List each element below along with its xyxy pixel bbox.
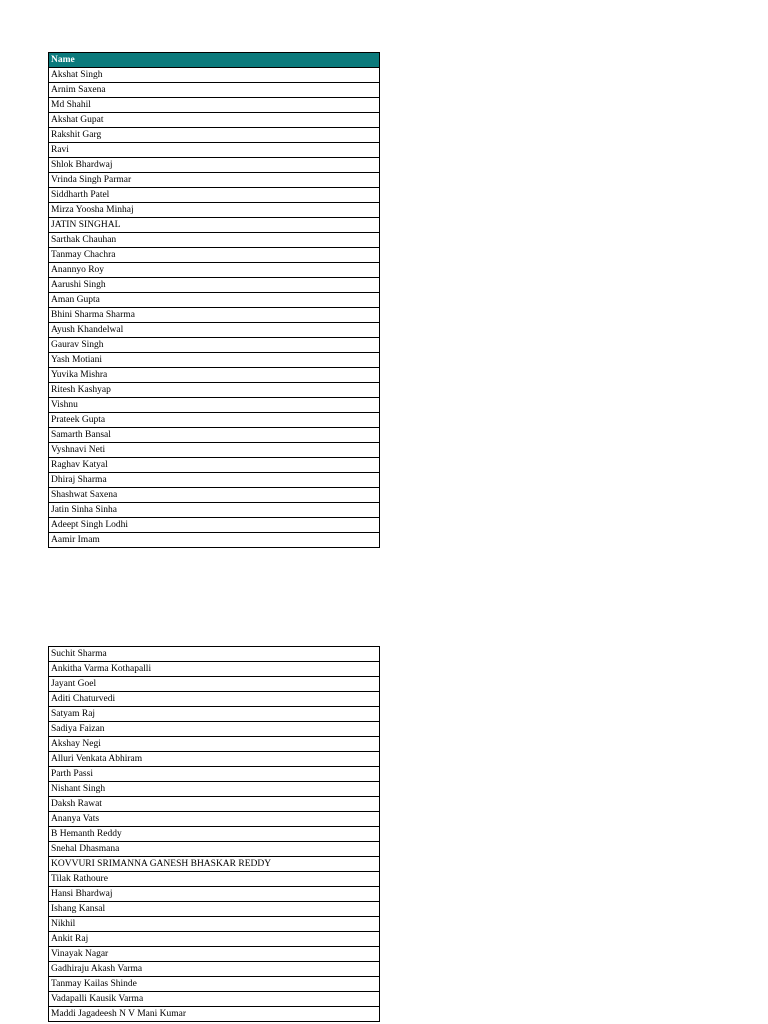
table-row	[49, 233, 380, 248]
name-cell: Parth Passi	[49, 767, 380, 782]
table-row	[49, 488, 380, 503]
table-row	[49, 323, 380, 338]
table-row	[49, 473, 380, 488]
table-row	[49, 872, 380, 887]
name-cell: Tanmay Chachra	[49, 248, 380, 263]
table-row	[49, 158, 380, 173]
names-table-top-body	[49, 68, 380, 548]
name-cell: Samarth Bansal	[49, 428, 380, 443]
table-row	[49, 203, 380, 218]
table-row	[49, 917, 380, 932]
name-cell: Sarthak Chauhan	[49, 233, 380, 248]
table-row	[49, 248, 380, 263]
name-cell: Snehal Dhasmana	[49, 842, 380, 857]
name-cell: Bhini Sharma Sharma	[49, 308, 380, 323]
names-table-top	[48, 52, 380, 548]
table-row	[49, 308, 380, 323]
table-row	[49, 533, 380, 548]
table-row	[49, 992, 380, 1007]
table-row	[49, 113, 380, 128]
names-table-bottom	[48, 646, 380, 1022]
name-cell: Anannyo Roy	[49, 263, 380, 278]
name-cell: Mirza Yoosha Minhaj	[49, 203, 380, 218]
name-cell: Vinayak Nagar	[49, 947, 380, 962]
name-cell: Daksh Rawat	[49, 797, 380, 812]
table-row	[49, 443, 380, 458]
name-cell: Ritesh Kashyap	[49, 383, 380, 398]
table-row	[49, 263, 380, 278]
name-cell: Satyam Raj	[49, 707, 380, 722]
name-cell: Vishnu	[49, 398, 380, 413]
name-cell: KOVVURI SRIMANNA GANESH BHASKAR REDDY	[49, 857, 380, 872]
table-row	[49, 722, 380, 737]
table-row	[49, 707, 380, 722]
table-row	[49, 767, 380, 782]
table-row	[49, 518, 380, 533]
table-row	[49, 662, 380, 677]
table-row	[49, 842, 380, 857]
name-cell: Yash Motiani	[49, 353, 380, 368]
name-cell: Siddharth Patel	[49, 188, 380, 203]
table-row	[49, 173, 380, 188]
table-row	[49, 647, 380, 662]
name-cell: B Hemanth Reddy	[49, 827, 380, 842]
table-row	[49, 692, 380, 707]
name-cell: Gadhiraju Akash Varma	[49, 962, 380, 977]
table-row	[49, 752, 380, 767]
table-row	[49, 962, 380, 977]
table-row	[49, 428, 380, 443]
name-cell: Gaurav Singh	[49, 338, 380, 353]
name-cell: JATIN SINGHAL	[49, 218, 380, 233]
name-cell: Md Shahil	[49, 98, 380, 113]
table-row	[49, 782, 380, 797]
name-column-header: Name	[49, 53, 380, 68]
name-cell: Dhiraj Sharma	[49, 473, 380, 488]
header-row	[49, 53, 380, 68]
name-cell: Adeept Singh Lodhi	[49, 518, 380, 533]
table-row	[49, 902, 380, 917]
table-row	[49, 353, 380, 368]
name-cell: Ankitha Varma Kothapalli	[49, 662, 380, 677]
table-row	[49, 98, 380, 113]
name-cell: Aman Gupta	[49, 293, 380, 308]
table-row	[49, 143, 380, 158]
name-cell: Ankit Raj	[49, 932, 380, 947]
name-cell: Jayant Goel	[49, 677, 380, 692]
name-cell: Vyshnavi Neti	[49, 443, 380, 458]
table-row	[49, 977, 380, 992]
table-row	[49, 368, 380, 383]
name-cell: Sadiya Faizan	[49, 722, 380, 737]
name-cell: Suchit Sharma	[49, 647, 380, 662]
table-row	[49, 218, 380, 233]
table-row	[49, 857, 380, 872]
name-cell: Tanmay Kailas Shinde	[49, 977, 380, 992]
table-row	[49, 812, 380, 827]
table-row	[49, 383, 380, 398]
table-row	[49, 932, 380, 947]
table-row	[49, 278, 380, 293]
table-row	[49, 128, 380, 143]
name-cell: Yuvika Mishra	[49, 368, 380, 383]
table-row	[49, 797, 380, 812]
name-cell: Nishant Singh	[49, 782, 380, 797]
name-cell: Ishang Kansal	[49, 902, 380, 917]
name-cell: Rakshit Garg	[49, 128, 380, 143]
name-cell: Shlok Bhardwaj	[49, 158, 380, 173]
name-cell: Vrinda Singh Parmar	[49, 173, 380, 188]
name-cell: Aditi Chaturvedi	[49, 692, 380, 707]
table-row	[49, 503, 380, 518]
table-row	[49, 677, 380, 692]
table-row	[49, 737, 380, 752]
name-cell: Shashwat Saxena	[49, 488, 380, 503]
name-cell: Nikhil	[49, 917, 380, 932]
table-row	[49, 83, 380, 98]
table-row	[49, 293, 380, 308]
name-cell: Aamir Imam	[49, 533, 380, 548]
table-row	[49, 947, 380, 962]
name-cell: Ananya Vats	[49, 812, 380, 827]
name-cell: Alluri Venkata Abhiram	[49, 752, 380, 767]
name-cell: Ayush Khandelwal	[49, 323, 380, 338]
table-row	[49, 1007, 380, 1022]
name-cell: Aarushi Singh	[49, 278, 380, 293]
name-cell: Akshat Singh	[49, 68, 380, 83]
table-row	[49, 413, 380, 428]
name-cell: Akshay Negi	[49, 737, 380, 752]
table-row	[49, 827, 380, 842]
name-cell: Tilak Rathoure	[49, 872, 380, 887]
name-cell: Akshat Gupat	[49, 113, 380, 128]
name-cell: Jatin Sinha Sinha	[49, 503, 380, 518]
table-row	[49, 458, 380, 473]
table-row	[49, 68, 380, 83]
names-table-bottom-body	[49, 647, 380, 1022]
table-row	[49, 887, 380, 902]
name-cell: Maddi Jagadeesh N V Mani Kumar	[49, 1007, 380, 1022]
name-cell: Raghav Katyal	[49, 458, 380, 473]
name-cell: Vadapalli Kausik Varma	[49, 992, 380, 1007]
name-cell: Prateek Gupta	[49, 413, 380, 428]
table-row	[49, 338, 380, 353]
name-cell: Hansi Bhardwaj	[49, 887, 380, 902]
name-cell: Ravi	[49, 143, 380, 158]
name-cell: Arnim Saxena	[49, 83, 380, 98]
table-row	[49, 398, 380, 413]
table-row	[49, 188, 380, 203]
